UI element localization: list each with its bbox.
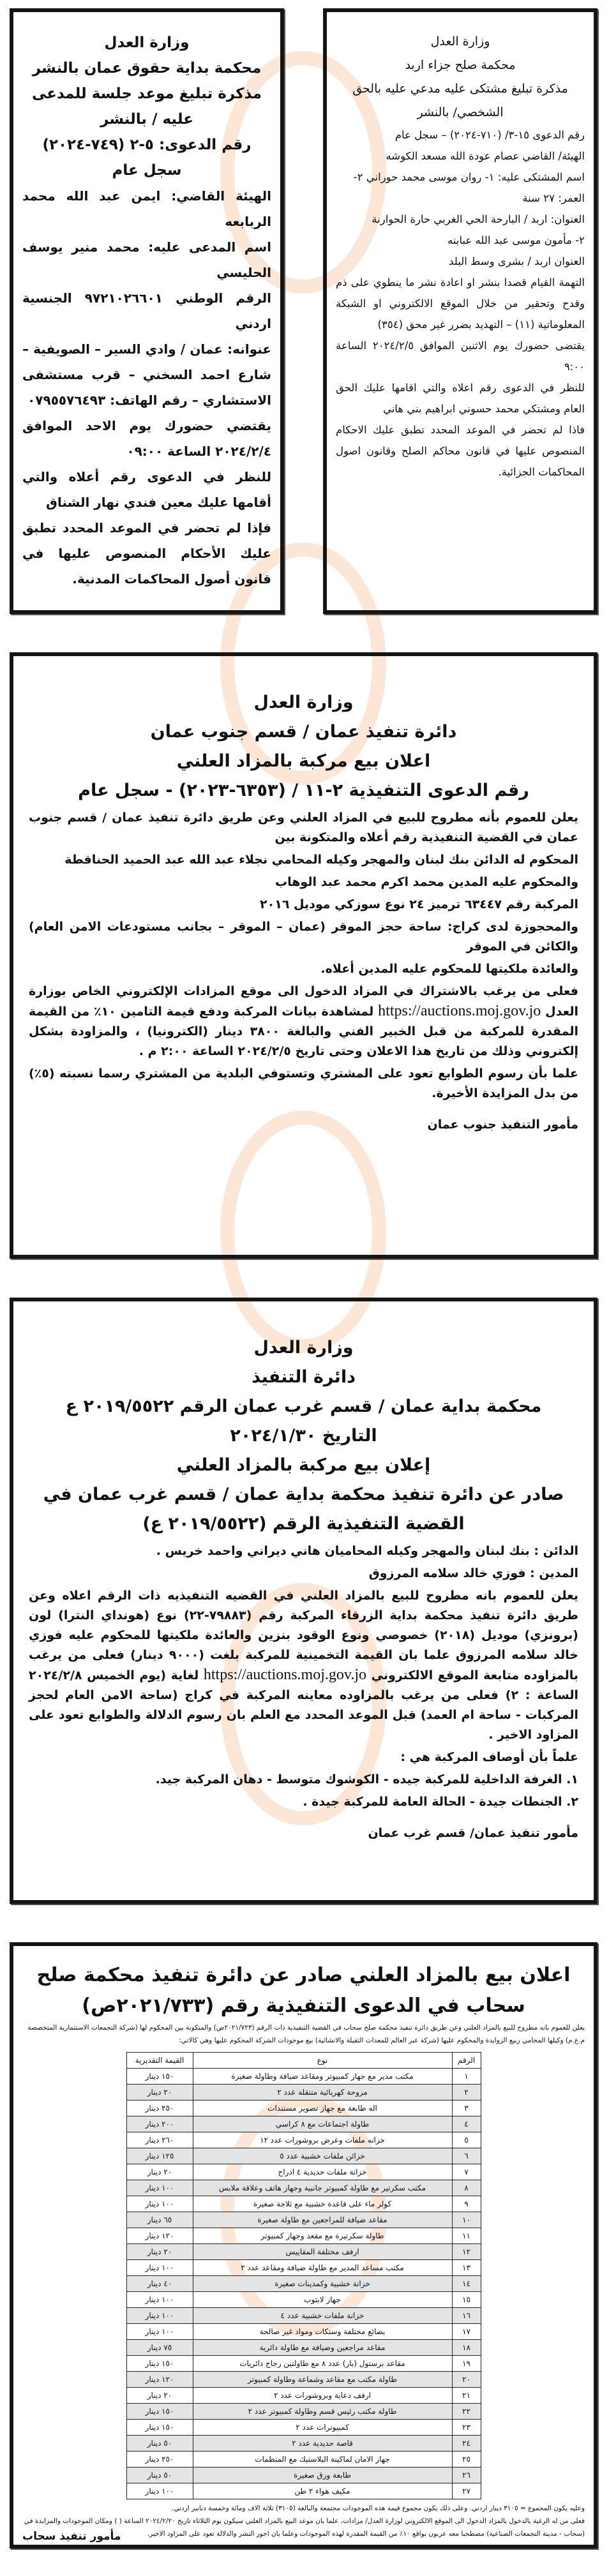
table-row <box>126 2356 481 2372</box>
notice-paragraph: المدين : فوزي خالد سلامه المرزوق <box>368 1566 578 1580</box>
notice-heading-list <box>336 30 585 124</box>
cell-number: ١٣ <box>452 2260 481 2276</box>
cell-number: ٢٦ <box>452 2467 481 2483</box>
signature: مأمور التنفيذ جنوب عمان <box>427 1118 578 1132</box>
cell-type: طابعة ورق صغيرة <box>193 2467 452 2483</box>
notice-paragraph: فاذا لم تحضر في الموعد المحدد تطبق عليك الاحكام المنصوص عليها في قانون محاكم الصلح وقانون اصول المحاكمات الجزائية. <box>336 424 585 478</box>
cell-number: ٩ <box>452 2196 481 2212</box>
vehicle-feature: ١. الغرفة الداخلية للمركبة جيده - الكوشوك متوسط - دهان المركبة جيد. <box>155 1772 578 1786</box>
cell-value: ١٠٠ دينار <box>126 2260 193 2276</box>
cell-type: طاولة اجتماعات مع ٨ كراسي <box>193 2116 452 2132</box>
table-row <box>126 2467 481 2483</box>
cell-type: خزانة ملفات حديدية ٤ ادراج <box>193 2164 452 2180</box>
auction-text-before: فعلى من يرغب بالاشتراك في المزاد الدخول الى موقع المزادات الإلكتروني الخاص بوزارة العدل <box>29 984 578 1019</box>
notice-paragraph-list <box>29 808 578 979</box>
auction-text-after: لمشاهدة بيانات المركبة ودفع قيمة التامين ١٠٪ من القيمة المقدرة للمركبة من قبل الخبير الفني والبالغة ٣٨٠٠ دينار (الكترونيا) ، والمزاودة بشكل إلكتروني وذلك من تاريخ هذا الاعلان وحتى تاريخ ٢٠٢٤/٢/٥ الساعة ٢:٠٠ م . <box>29 1005 578 1058</box>
notice-paragraph: الهيئة/ القاضي عصام عودة الله مسعد الكوشه <box>386 150 585 162</box>
cell-type: طاولة مكتب مع مقاعد وشماعة وطاولة كمبيوتر <box>193 2372 452 2388</box>
vehicle-feature-list <box>29 1770 578 1812</box>
signature: مأمور تنفيذ عمان/ قسم غرب عمان <box>368 1826 578 1840</box>
cell-type: مقاعد برستول (بار) عدد ٨ مع طاولتين زجاج دائريات <box>193 2356 452 2372</box>
notice-paragraph: اسم المشتكى عليه: ١- روان موسى محمد حوراني ٢- <box>353 171 585 183</box>
notice-heading: وزارة العدل <box>430 34 490 49</box>
cell-type: كولر ماء على قاعدة خشبية مع ثلاجة صغيرة <box>193 2196 452 2212</box>
notice-heading: اعلان بيع مركبة بالمزاد العلني <box>176 751 431 771</box>
column-header-type: نوع <box>193 2053 452 2069</box>
table-row <box>126 2196 481 2212</box>
cell-value: ٢٠ دينار <box>126 2085 193 2100</box>
cell-value: ٢٦٠ دينار <box>126 2132 193 2148</box>
cell-value: ٧٥ دينار <box>126 2340 193 2356</box>
column-header-value: القيمة التقديرية <box>126 2053 193 2069</box>
fees-note: علما بأن رسوم الطوابع تعود على المشتري وتستوفي البلدية من المشتري رسما نسبته (٥٪) من بدل المزايدة الأخيرة. <box>29 1067 578 1100</box>
cell-number: ١٤ <box>452 2276 481 2292</box>
notice-heading: مذكرة تبليغ مشتكى عليه مدعي عليه بالحق الشخصي/ بالنشر <box>352 82 568 119</box>
table-row <box>126 2260 481 2276</box>
notice-paragraph: عنوانه: عمان / وادي السير – الصويفية – شارع احمد السخني – قرب مستشفى الاستشاري – رقم الهاتف: ٠٧٩٥٥٧٦٤٩٣ <box>22 341 271 408</box>
cell-type: مقاعد مراجعين وضيافة مع طاولة دائرية <box>193 2340 452 2356</box>
column-header-number: الرقم <box>452 2053 481 2069</box>
cell-number: ٢١ <box>452 2388 481 2404</box>
table-row <box>126 2324 481 2340</box>
notice-vehicle-auction-west-amman <box>10 1298 598 1904</box>
notice-court-summons-amman <box>10 8 284 614</box>
cell-number: ٢٣ <box>452 2420 481 2436</box>
cell-value: ٢٠ دينار <box>126 2388 193 2404</box>
cell-number: ٦ <box>452 2148 481 2164</box>
cell-number: ٨ <box>452 2180 481 2196</box>
auction-site-link[interactable]: https://auctions.moj.gov.jo <box>378 1003 541 1019</box>
notice-heading: صادر عن دائرة تنفيذ محكمة بداية عمان / قسم غرب عمان في القضية التنفيذية الرقم (٢٠١٩/٥٥٢٢ ع) <box>43 1485 564 1534</box>
cell-type: مكتب مدير مع جهاز كمبيوتر ومقاعد ضيافة وطاولة صغيرة <box>193 2069 452 2085</box>
table-row <box>126 2228 481 2244</box>
notice-heading: دائرة تنفيذ عمان / قسم جنوب عمان <box>150 722 457 742</box>
auction-instructions <box>29 982 578 1061</box>
assets-table <box>126 2052 481 2499</box>
cell-type: مكتب مساعد المدير مع طاولة ضيافة ومقاعد عدد ٢ <box>193 2260 452 2276</box>
table-row <box>126 2116 481 2132</box>
signature: مأمور تنفيذ سحاب <box>22 2530 121 2543</box>
cell-type: مكتب سكرتير مع طاولة كمبيوتر جانبية وجهاز هاتف وعلاقة ملابس <box>193 2180 452 2196</box>
notice-vehicle-auction-south-amman <box>10 652 598 1259</box>
cell-value: ٢٥٠ دينار <box>126 2100 193 2116</box>
notice-heading: رقم الدعوى التنفيذية ٢-١١ / (٦٣٥٣-٢٠٢٣) - سجل عام <box>78 781 529 800</box>
auction-body-before: يعلن للعموم بانه مطروح للبيع بالمزاد العلني في القضيه التنفيذيه ذات الرقم اعلاه وعن طريق دائرة تنفيذ محكمة بداية الزرقاء المركبة رقم (٧٩٨٨٣-٢٢) نوع (هونداي النترا) لون (برونزي) موديل (٢٠١٨) خصوصي ونوع الوقود بنزين والعائدة ملكيتها للمحكوم عليه فوزي خالد سلامه المرزوق علما بان القيمة التخمينية للمركبة بلغت (٩٠٠٠ دينار) فعلى من يرغب بالمزاوده متابعة الموقع الالكتروني <box>29 1589 579 1682</box>
notice-footer-paragraph: وعليه يكون المجموع = ٣١٠٥ دينار اردني. وعلى ذلك يكون مجموع قيمة هذه الموجودات مجتمعة والبالغة (٣١٠٥) ثلاثة الاف ومائة وخمسة دنانير اردني. <box>172 2505 585 2512</box>
features-intro: علماً بأن أوصاف المركبة هي : <box>400 1750 578 1764</box>
cell-value: ٢٥٠ دينار <box>126 2452 193 2467</box>
cell-number: ٣ <box>452 2100 481 2116</box>
table-row <box>126 2340 481 2356</box>
cell-number: ١ <box>452 2069 481 2085</box>
notice-paragraph: الدائن : بنك لبنان والمهجر وكيله المحاميان هاني ديراني واحمد خريس . <box>156 1544 578 1558</box>
cell-type: طاولة سكرتيرة مع مقعد وجهاز كمبيوتر <box>193 2228 452 2244</box>
cell-number: ١١ <box>452 2228 481 2244</box>
notice-paragraph: العنوان: اربد / البارحة الحي الغربي حارة الحوارنة <box>372 213 585 225</box>
cell-type: بضائع مختلفة وستكات ومواد غير صالحة <box>193 2324 452 2340</box>
cell-type: طاولة مكتب رئيس قسم وطاولة كمبيوتر عدد ٢ <box>193 2404 452 2420</box>
notice-paragraph: العمر: ٢٧ سنة <box>522 192 585 204</box>
notice-heading: سجل عام <box>112 162 182 179</box>
auction-body-after: لغاية (يوم الخميس ٢٠٢٤/٢/٨ الساعة : ٢) فعلى من يرغب بالمزاوده معاينه المركبة في كراج (ساحة الامن العام لحجز المركبات - ساحة ام العمد) قبل الموعد المحدد مع العلم بان رسوم الدلالة والطوابع تعود على المزاود الاخير . <box>29 1668 578 1742</box>
notice-heading: اعلان بيع بالمزاد العلني صادر عن دائرة تنفيذ محكمة صلح سحاب في الدعوى التنفيذية رقم (٢٠٢١/٧٣٣ص) <box>36 1964 571 2017</box>
notice-heading: التاريخ ٢٠٢٤/١/٣٠ <box>230 1426 377 1446</box>
notice-paragraph: فإذا لم تحضر في الموعد المحدد تطبق عليك الأحكام المنصوص عليها في قانون أصول المحاكمات المدنية. <box>22 520 271 587</box>
table-row <box>126 2100 481 2116</box>
cell-number: ٢٢ <box>452 2404 481 2420</box>
table-row <box>126 2276 481 2292</box>
cell-number: ٢٧ <box>452 2483 481 2499</box>
table-row <box>126 2148 481 2164</box>
notice-paragraph: والعائدة ملكيتها للمحكوم عليه المدين أعلاه. <box>320 962 578 976</box>
notice-intro: يعلن للعموم بانه مطروح للبيع بالمزاد العلني وعن طريق دائرة تنفيذ محكمة صلح سحاب في القضية التنفيذية ذات الرقم (٢٠٢١/٧٢٣ص) والمتكونة بين المحكوم لها (شركة التجمعات الاستثمارية المتخصصة م.ع.م) وكيلها المحامي ربيع الزوايدة والمحكوم عليها (شركة عبر العالم للمعدات الثقيلة والانشائية) بيع موجودات الشركة المحكوم عليها وهي كالاتي: <box>27 2024 585 2044</box>
cell-value: ١٢٠ دينار <box>126 2372 193 2388</box>
notice-heading: وزارة العدل <box>104 34 190 51</box>
notice-paragraph-list <box>29 1541 578 1584</box>
cell-value: ١٠٠ دينار <box>126 2196 193 2212</box>
cell-number: ١٦ <box>452 2308 481 2324</box>
cell-number: ٥ <box>452 2132 481 2148</box>
notice-paragraph-list <box>22 183 271 592</box>
cell-number: ١٩ <box>452 2356 481 2372</box>
cell-number: ٢٥ <box>452 2452 481 2467</box>
cell-value: ٤٠ دينار <box>126 2276 193 2292</box>
cell-type: خزانة خشبية وكمدينات صغيرة <box>193 2276 452 2292</box>
notice-paragraph: المركبة رقم ٦٣٤٤٧ ترميز ٢٤ نوع سوزكي موديل ٢٠١٦ <box>260 897 578 911</box>
notice-paragraph: للنظر في الدعوى رقم أعلاه والتي أقامها عليك معين فندي نهار الشناق <box>22 469 271 510</box>
cell-type: ارفف دعاية وبروشورات عدد ٢ <box>193 2388 452 2404</box>
table-header-row <box>126 2053 481 2069</box>
notice-paragraph: رقم الدعوى ١٥-٣/ (٧١٠-٢٠٢٤) – سجل عام <box>395 129 585 141</box>
cell-value: ١٠٠ دينار <box>126 2483 193 2499</box>
notice-heading: مذكرة تبليغ موعد جلسة للمدعى عليه / بالنشر <box>31 86 262 128</box>
notice-paragraph: للنظر في الدعوى رقم اعلاه والتي اقامها عليك الحق العام ومشتكي محمد حسوني ابراهيم بني هاني <box>336 382 585 415</box>
cell-number: ٢ <box>452 2085 481 2100</box>
notice-paragraph: التهمة القيام قصدا بنشر او اعادة نشر ما ينطوي على ذم وقدح وتحقير من خلال الموقع الالكتروني او الشبكة المعلوماتية (١١) – التهديد بضرر غير محق (٣٥٤) <box>336 276 585 331</box>
notice-paragraph: والمحكوم عليه المدين محمد اكرم محمد عبد الوهاب <box>275 875 578 889</box>
cell-value: ٢٠٠ دينار <box>126 2116 193 2132</box>
cell-value: ٥٠ دينار <box>126 2436 193 2452</box>
cell-value: ١٥٠ دينار <box>126 2069 193 2085</box>
cell-value: ١٥٠ دينار <box>126 2420 193 2436</box>
vehicle-feature: ٢. الجنطات جيدة - الحالة العامة للمركبة جيدة . <box>303 1795 578 1809</box>
notice-paragraph: ٢- مأمون موسى عبد الله عبابنه <box>447 234 585 246</box>
table-row <box>126 2244 481 2260</box>
notice-heading: دائرة التنفيذ <box>252 1367 356 1387</box>
notice-paragraph: والمحجوزة لدى كراج: ساحة حجز الموقر (عمان – الموقر – بجانب مستودعات الامن العام) والكائن في الموقر <box>29 920 578 954</box>
cell-number: ٢٠ <box>452 2372 481 2388</box>
notice-paragraph: يقتضى حضورك يوم الاثنين الموافق ٢٠٢٤/٢/٥ الساعة ٩:٠٠ <box>336 340 585 373</box>
cell-number: ٢٤ <box>452 2436 481 2452</box>
table-row <box>126 2085 481 2100</box>
table-row <box>126 2180 481 2196</box>
cell-number: ١٧ <box>452 2324 481 2340</box>
cell-type: مكيف هواء ٢ طن <box>193 2483 452 2499</box>
table-row <box>126 2404 481 2420</box>
cell-type: كمبيوترات عدد ٢ <box>193 2420 452 2436</box>
cell-number: ١٨ <box>452 2340 481 2356</box>
auction-body <box>29 1586 578 1745</box>
table-row <box>126 2292 481 2308</box>
notice-heading: محكمة بداية عمان / قسم غرب عمان الرقم ٢٠١٩/٥٥٢٢ ع <box>65 1397 542 1416</box>
cell-type: جهاز الامان لماكينة البلاستيك مع المنظمات <box>193 2452 452 2467</box>
table-row <box>126 2388 481 2404</box>
cell-type: خزانة ملفات خشبية عدد ٤ <box>193 2308 452 2324</box>
notice-heading: وزارة العدل <box>253 1338 354 1358</box>
notice-paragraph: يقتضي حضورك يوم الاحد الموافق ٢٠٢٤/٢/٤ الساعة ٠٩:٠٠ <box>22 418 271 459</box>
cell-value: ٥٠ دينار <box>126 2467 193 2483</box>
notice-paragraph: الهيئة القاضي: ايمن عبد الله محمد الربابعه <box>22 188 271 229</box>
cell-value: ١٠٠ دينار <box>126 2324 193 2340</box>
cell-value: ١٠٠ دينار <box>126 2308 193 2324</box>
notice-paragraph-list <box>336 124 585 483</box>
notice-heading-list <box>29 1333 578 1539</box>
table-row <box>126 2372 481 2388</box>
cell-type: اله طابعة مع جهاز تصوير مستندات <box>193 2100 452 2116</box>
notice-heading-list <box>29 688 578 805</box>
notice-footer-paragraph: فعلى من له الرغبة بالدخول بالمزاد الدخول الى الموقع الالكتروني لوزارة العدل/ مزادات، علما بان موعد البيع بالمزاد العلني سيكون يوم الثلاثاء تاريخ ٢٠٢٤/٢/٢٠ الساعة ( ) ومكان الموجودات والمزايدة في (سحاب - مدينة التجمعات الصناعية) مصطحبا معه عربون بواقع ١٠٪ من القيمة المقدرة لهذه الموجودات وعلما بان اجور النشر والدلالة تعود على المزاود الاخير. <box>24 2517 585 2538</box>
table-row <box>126 2069 481 2085</box>
table-row <box>126 2164 481 2180</box>
notice-paragraph: المحكوم له الدائن بنك لبنان والمهجر وكيله المحامي نجلاء عبد الله عبد الحميد الحناقطة <box>64 853 578 867</box>
cell-value: ١٠٠ دينار <box>126 2180 193 2196</box>
cell-type: قاصة حديدية عدد ٢ <box>193 2436 452 2452</box>
cell-value: ١٠٠ دينار <box>126 2292 193 2308</box>
cell-type: ارفف مختلفة المقاييس <box>193 2244 452 2260</box>
cell-number: ٤ <box>452 2116 481 2132</box>
auction-site-link[interactable]: https://auctions.moj.gov.jo <box>203 1666 366 1683</box>
cell-type: مروحة كهربائية متنقلة عدد ٢ <box>193 2085 452 2100</box>
table-row <box>126 2452 481 2467</box>
cell-number: ٧ <box>452 2164 481 2180</box>
notice-heading: وزارة العدل <box>253 693 354 712</box>
cell-value: ١٢٥ دينار <box>126 2148 193 2164</box>
table-row <box>126 2420 481 2436</box>
cell-value: ١٢٠ دينار <box>126 2228 193 2244</box>
cell-number: ١٥ <box>452 2292 481 2308</box>
notice-paragraph: يعلن للعموم بأنه مطروح للبيع في المزاد العلني وعن طريق دائرة تنفيذ عمان / قسم جنوب عمان في القضية التنفيذية رقم أعلاه والمتكونة بين <box>29 811 578 844</box>
notice-heading: إعلان بيع مركبة بالمزاد العلني <box>176 1455 431 1475</box>
notice-paragraph: العنوان اربد / بشرى وسط البلد <box>449 255 585 267</box>
notice-heading-list <box>22 1960 585 2021</box>
cell-value: ٢٠ دينار <box>126 2164 193 2180</box>
notice-heading: محكمة صلح جزاء اربد <box>405 58 516 72</box>
table-row <box>126 2436 481 2452</box>
table-row <box>126 2308 481 2324</box>
table-row <box>126 2212 481 2228</box>
cell-type: خزانه ملفات وعرض بروشورات عدد ١٢ <box>193 2132 452 2148</box>
cell-value: ١٥٠ دينار <box>126 2404 193 2420</box>
cell-type: جهاز لابتوب <box>193 2292 452 2308</box>
notice-heading: محكمة بداية حقوق عمان بالنشر <box>32 60 262 77</box>
notice-equipment-auction-sahab <box>10 1942 598 2549</box>
notice-heading-list <box>22 30 271 183</box>
cell-value: ١٥٠ دينار <box>126 2356 193 2372</box>
notice-paragraph: اسم المدعى عليه: محمد منير يوسف الحليسي <box>22 239 271 280</box>
cell-number: ١٠ <box>452 2212 481 2228</box>
table-row <box>126 2132 481 2148</box>
notice-heading: رقم الدعوى: ٥-٢ (٧٤٩-٢٠٢٤) <box>42 137 252 153</box>
notice-paragraph: الرقم الوطني ٩٧٢١٠٢٦٦٠١ الجنسية اردني <box>22 290 271 331</box>
cell-value: ٢٠ دينار <box>126 2244 193 2260</box>
cell-number: ١٢ <box>452 2244 481 2260</box>
cell-type: مقاعد ضيافة للمراجعين مع طاولة صغيرة <box>193 2212 452 2228</box>
table-row <box>126 2483 481 2499</box>
cell-type: خزائن ملفات خشبية عدد ٥ <box>193 2148 452 2164</box>
cell-value: ٦٥ دينار <box>126 2212 193 2228</box>
notice-court-summons-irbid <box>323 8 598 614</box>
